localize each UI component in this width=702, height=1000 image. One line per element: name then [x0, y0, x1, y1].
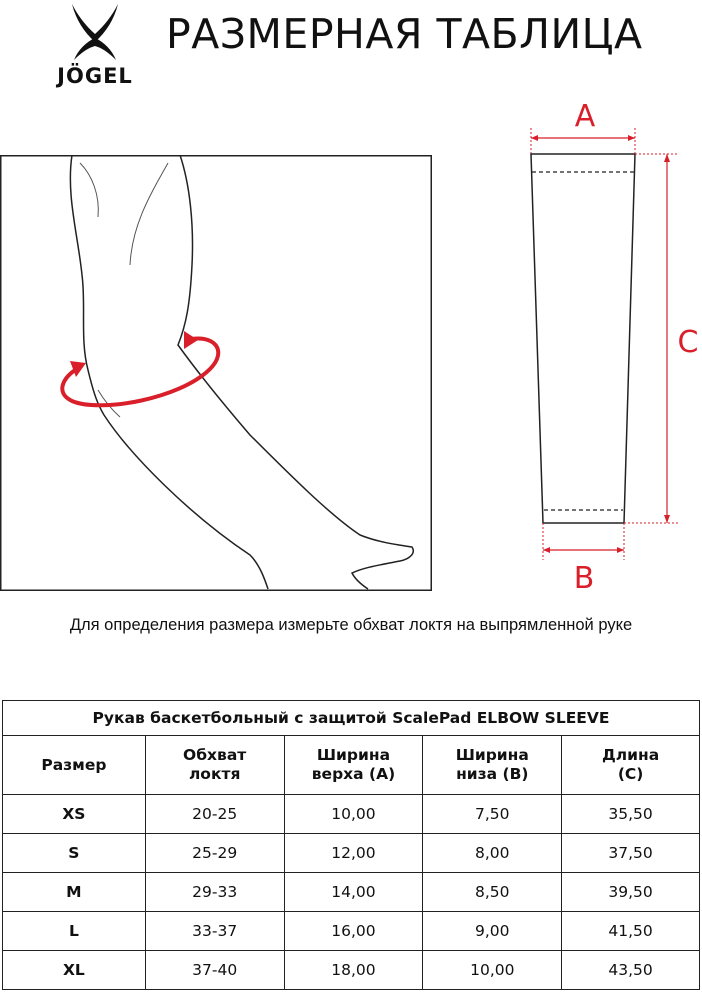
logo-text: JÖGEL — [57, 64, 133, 88]
header-elbow-girth: Обхват локтя — [145, 736, 284, 795]
table-cell: 39,50 — [562, 873, 700, 912]
size-table — [2, 700, 700, 990]
table-cell: 12,00 — [284, 834, 423, 873]
size-cell: L — [3, 912, 146, 951]
table-cell: 7,50 — [423, 795, 562, 834]
table-cell: 33-37 — [145, 912, 284, 951]
table-cell: 16,00 — [284, 912, 423, 951]
label-a: A — [574, 99, 596, 134]
label-b: B — [573, 561, 595, 596]
measurement-illustration — [0, 155, 432, 591]
table-cell: 25-29 — [145, 834, 284, 873]
size-cell: M — [3, 873, 146, 912]
table-cell: 18,00 — [284, 951, 423, 990]
jogel-swoosh-icon — [68, 2, 122, 62]
table-row — [3, 834, 700, 873]
size-cell: S — [3, 834, 146, 873]
table-caption-row — [3, 701, 700, 736]
table-row — [3, 873, 700, 912]
table-header-row — [3, 736, 700, 795]
table-cell: 10,00 — [284, 795, 423, 834]
table-cell: 9,00 — [423, 912, 562, 951]
size-cell: XS — [3, 795, 146, 834]
table-cell: 41,50 — [562, 912, 700, 951]
table-cell: 43,50 — [562, 951, 700, 990]
table-cell: 37-40 — [145, 951, 284, 990]
table-cell: 29-33 — [145, 873, 284, 912]
page-title: РАЗМЕРНАЯ ТАБЛИЦА — [166, 10, 643, 58]
table-cell: 20-25 — [145, 795, 284, 834]
brand-logo — [40, 2, 150, 94]
table-caption: Рукав баскетбольный с защитой ScalePad ELBOW SLEEVE — [3, 701, 700, 736]
table-row — [3, 951, 700, 990]
measurement-instruction: Для определения размера измерьте обхват локтя на выпрямленной руке — [69, 616, 633, 634]
table-cell: 35,50 — [562, 795, 700, 834]
table-cell: 10,00 — [423, 951, 562, 990]
label-c: C — [677, 325, 699, 360]
table-row — [3, 795, 700, 834]
header-size: Размер — [3, 736, 146, 795]
header-top-width: Ширина верха (А) — [284, 736, 423, 795]
table-cell: 8,50 — [423, 873, 562, 912]
table-cell: 14,00 — [284, 873, 423, 912]
header-length: Длина (С) — [562, 736, 700, 795]
table-row — [3, 912, 700, 951]
size-cell: XL — [3, 951, 146, 990]
table-cell: 8,00 — [423, 834, 562, 873]
table-cell: 37,50 — [562, 834, 700, 873]
sleeve-diagram — [500, 90, 700, 600]
header-bottom-width: Ширина низа (В) — [423, 736, 562, 795]
